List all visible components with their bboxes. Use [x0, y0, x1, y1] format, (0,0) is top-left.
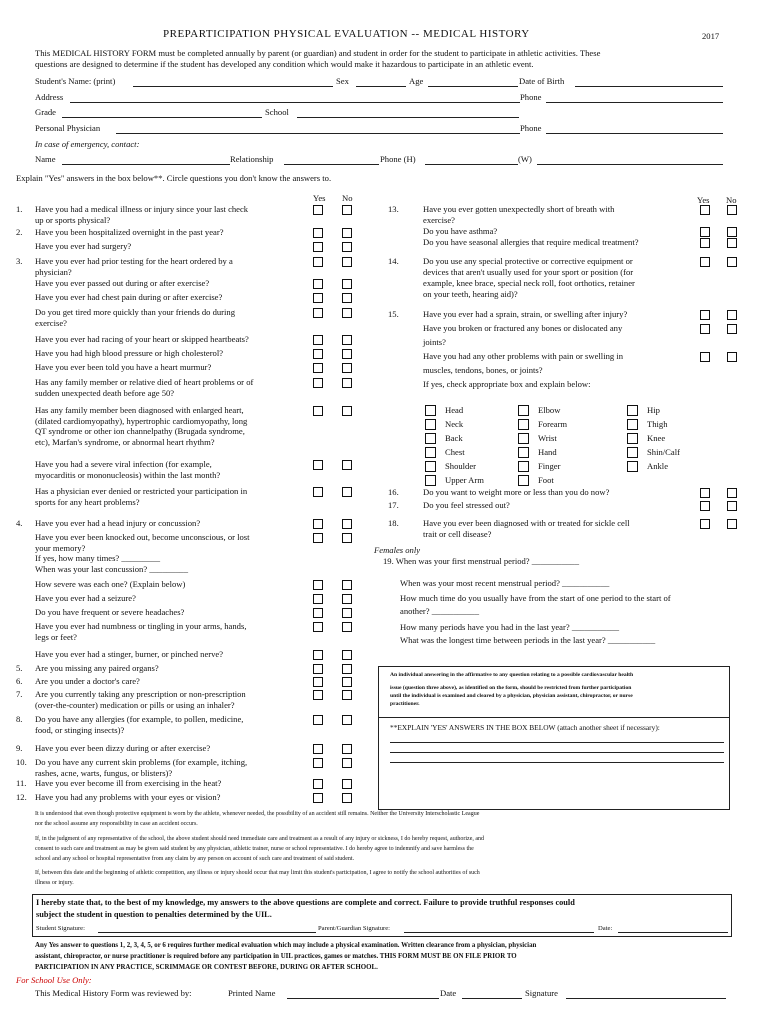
signature-date-line[interactable]	[618, 932, 728, 933]
question-number: 3.	[16, 256, 23, 266]
no-checkbox[interactable]	[342, 758, 352, 768]
yes-checkbox[interactable]	[700, 238, 710, 248]
statement-line-2: subject the student in question to penalties determined by the UIL.	[36, 910, 272, 919]
footer-line-2: assistant, chiropractor, or nurse practitioner is required before any participation in UIL practices, games or matches. THIS FORM MUST BE ON FILE PRIOR TO	[35, 953, 517, 960]
question-number: 17.	[388, 500, 399, 510]
grade-input[interactable]	[62, 117, 262, 118]
student-signature-line[interactable]	[98, 932, 316, 933]
q-recent-period: When was your most recent menstrual period? ___________	[400, 578, 610, 588]
legal-line-4: consent to such care and treatment as may be given said student by any physician, athletic trainer, nurse or school representative. I do hereby agree to indemnify and save harmless the	[35, 846, 474, 852]
body-part-checkbox[interactable]	[425, 433, 436, 444]
no-checkbox[interactable]	[342, 460, 352, 470]
body-part-checkbox[interactable]	[518, 419, 529, 430]
yes-checkbox[interactable]	[313, 744, 323, 754]
question-text: physician?	[35, 266, 72, 277]
no-checkbox[interactable]	[342, 242, 352, 252]
school-input[interactable]	[297, 117, 519, 118]
body-part-checkbox[interactable]	[518, 433, 529, 444]
question-number: 15.	[388, 309, 399, 319]
question-text: Have you broken or fractured any bones or dislocated any	[423, 323, 623, 333]
review-signature-label: Signature	[525, 988, 558, 998]
phone-w-label: (W)	[518, 154, 532, 164]
question-text: trait or cell disease?	[423, 529, 492, 539]
question-text: Have you had any other problems with pain or swelling in	[423, 351, 624, 361]
yes-checkbox[interactable]	[313, 650, 323, 660]
question-number: 5.	[16, 663, 23, 673]
physician-input[interactable]	[116, 133, 520, 134]
emergency-name-input[interactable]	[62, 164, 230, 165]
notice-line-4: practitioner.	[390, 701, 420, 707]
no-header-right: No	[726, 195, 737, 205]
yes-checkbox[interactable]	[313, 690, 323, 700]
legal-line-7: illness or injury.	[35, 880, 74, 886]
yes-checkbox[interactable]	[313, 308, 323, 318]
body-part-checkbox[interactable]	[627, 405, 638, 416]
yes-checkbox[interactable]	[700, 488, 710, 498]
no-checkbox[interactable]	[342, 622, 352, 632]
no-checkbox[interactable]	[342, 406, 352, 416]
no-checkbox[interactable]	[727, 257, 737, 267]
question-text: food, or stinging insects)?	[35, 724, 125, 735]
question-text: Have you ever had chest pain during or after exercise?	[35, 292, 223, 302]
yes-checkbox[interactable]	[313, 378, 323, 388]
age-input[interactable]	[428, 86, 518, 87]
form-year: 2017	[702, 31, 720, 41]
physician-label: Personal Physician	[35, 123, 101, 133]
question-number: 18.	[388, 518, 399, 528]
body-part-label: Wrist	[538, 433, 557, 443]
no-checkbox[interactable]	[342, 779, 352, 789]
body-part-checkbox[interactable]	[425, 475, 436, 486]
yes-checkbox[interactable]	[313, 793, 323, 803]
body-part-label: Hip	[647, 405, 660, 415]
emergency-label: In case of emergency, contact:	[35, 139, 140, 149]
yes-checkbox[interactable]	[313, 779, 323, 789]
question-number: 9.	[16, 743, 23, 753]
question-text: Have you ever passed out during or after exercise?	[35, 278, 210, 288]
question-text: Are you under a doctor's care?	[35, 676, 140, 686]
question-text: If yes, check appropriate box and explain below:	[423, 379, 591, 389]
sex-label: Sex	[336, 76, 349, 86]
body-part-label: Back	[445, 433, 463, 443]
yes-header-right: Yes	[697, 195, 710, 205]
no-checkbox[interactable]	[342, 308, 352, 318]
question-text: When was your last concussion? _________	[35, 563, 188, 574]
question-number: 7.	[16, 689, 23, 699]
body-part-checkbox[interactable]	[627, 461, 638, 472]
question-text: joints?	[423, 337, 446, 347]
student-name-label: Student's Name: (print)	[35, 76, 116, 86]
parent-signature-line[interactable]	[404, 932, 594, 933]
question-text: Do you have asthma?	[423, 226, 498, 236]
q-time-between-2: another? ___________	[400, 606, 479, 616]
body-part-checkbox[interactable]	[425, 405, 436, 416]
question-number: 13.	[388, 204, 399, 214]
yes-checkbox[interactable]	[313, 279, 323, 289]
body-part-label: Hand	[538, 447, 557, 457]
no-checkbox[interactable]	[727, 488, 737, 498]
question-text: (dilated cardiomyopathy), hypertrophic cardiomyopathy, long	[35, 415, 248, 426]
yes-checkbox[interactable]	[313, 293, 323, 303]
question-number: 14.	[388, 256, 399, 266]
no-checkbox[interactable]	[342, 594, 352, 604]
no-checkbox[interactable]	[727, 501, 737, 511]
question-text: (over-the-counter) medication or pills or using an inhaler?	[35, 699, 235, 710]
question-text: Has any family member or relative died of heart problems or of	[35, 377, 254, 387]
question-number: 1.	[16, 204, 23, 214]
question-text: Have you ever had surgery?	[35, 241, 132, 251]
intro-line-2: questions are designed to determine if the student has developed any condition which would make it hazardous to participate in an athletic event.	[35, 59, 534, 69]
question-number: 2.	[16, 227, 23, 237]
body-part-label: Foot	[538, 475, 554, 485]
question-number: 16.	[388, 487, 399, 497]
question-text: devices that aren't usually used for your sport or position (for	[423, 267, 634, 277]
yes-checkbox[interactable]	[700, 501, 710, 511]
body-part-checkbox[interactable]	[425, 419, 436, 430]
body-part-label: Knee	[647, 433, 666, 443]
question-text: Have you had a medical illness or injury since your last check	[35, 204, 249, 214]
question-text: QT syndrome or other ion channelpathy (Brugada syndrome,	[35, 426, 245, 436]
body-part-label: Upper Arm	[445, 475, 484, 485]
body-part-checkbox[interactable]	[518, 447, 529, 458]
yes-checkbox[interactable]	[313, 533, 323, 543]
body-part-label: Ankle	[647, 461, 669, 471]
no-checkbox[interactable]	[342, 533, 352, 543]
yes-checkbox[interactable]	[700, 519, 710, 529]
question-number: 12.	[16, 792, 27, 802]
printed-name-line[interactable]	[287, 998, 439, 999]
yes-header-left: Yes	[313, 193, 326, 203]
yes-checkbox[interactable]	[313, 349, 323, 359]
question-text: Has a physician ever denied or restricted your participation in	[35, 486, 248, 496]
body-part-checkbox[interactable]	[425, 461, 436, 472]
age-label: Age	[409, 76, 424, 86]
yes-checkbox[interactable]	[700, 257, 710, 267]
review-date-label: Date	[440, 988, 457, 998]
no-checkbox[interactable]	[727, 238, 737, 248]
question-text: exercise?	[423, 215, 455, 225]
school-use-label: For School Use Only:	[16, 975, 92, 985]
legal-line-3: If, in the judgment of any representative of the school, the above student should need immediate care and treatment as a result of any injury or sickness, I do hereby request, authorize, and	[35, 836, 485, 842]
no-checkbox[interactable]	[342, 744, 352, 754]
question-text: legs or feet?	[35, 631, 77, 642]
body-part-label: Head	[445, 405, 464, 415]
yes-checkbox[interactable]	[700, 352, 710, 362]
no-checkbox[interactable]	[342, 228, 352, 238]
yes-checkbox[interactable]	[313, 205, 323, 215]
yes-checkbox[interactable]	[313, 228, 323, 238]
body-part-label: Elbow	[538, 405, 561, 415]
legal-line-2: nor the school assume any responsibility in case an accident occurs.	[35, 821, 198, 827]
body-part-checkbox[interactable]	[627, 447, 638, 458]
question-text: Have you ever had a sprain, strain, or swelling after injury?	[423, 309, 628, 319]
no-checkbox[interactable]	[342, 487, 352, 497]
relationship-input[interactable]	[284, 164, 379, 165]
explain-line-1[interactable]	[390, 742, 724, 743]
body-part-checkbox[interactable]	[518, 461, 529, 472]
relationship-label: Relationship	[230, 154, 274, 164]
no-checkbox[interactable]	[342, 690, 352, 700]
question-text: myocarditis or mononucleosis) within the last month?	[35, 469, 221, 480]
question-text: Do you have seasonal allergies that require medical treatment?	[423, 237, 639, 247]
no-checkbox[interactable]	[727, 227, 737, 237]
body-part-label: Neck	[445, 419, 464, 429]
phone-h-input[interactable]	[425, 164, 518, 165]
question-text: Have you ever been dizzy during or after exercise?	[35, 743, 211, 753]
question-text: exercise?	[35, 317, 67, 328]
no-checkbox[interactable]	[727, 324, 737, 334]
question-text: etc), Marfan's syndrome, or abnormal heart rhythm?	[35, 436, 215, 447]
question-text: rashes, acne, warts, fungus, or blisters)?	[35, 767, 173, 778]
explain-label: **EXPLAIN 'YES' ANSWERS IN THE BOX BELOW (attach another sheet if necessary):	[390, 723, 660, 732]
question-number: 4.	[16, 518, 23, 528]
question-text: Do you feel stressed out?	[423, 500, 510, 510]
explain-line-2[interactable]	[390, 752, 724, 753]
phone-input[interactable]	[546, 102, 723, 103]
intro-line-1: This MEDICAL HISTORY FORM must be completed annually by parent (or guardian) and student in order for the student to participate in athletic activities. These	[35, 48, 601, 58]
question-text: Do you have any current skin problems (for example, itching,	[35, 757, 248, 767]
question-text: Do you have frequent or severe headaches?	[35, 607, 185, 617]
address-input[interactable]	[70, 102, 520, 103]
statement-line-1: I hereby state that, to the best of my knowledge, my answers to the above questions are complete and correct. Failure to provide truthful responses could	[36, 898, 575, 907]
yes-checkbox[interactable]	[700, 227, 710, 237]
no-checkbox[interactable]	[342, 677, 352, 687]
question-text: Do you get tired more quickly than your friends do during	[35, 307, 236, 317]
notice-line-1: An individual answering in the affirmative to any question relating to a possible cardiovascular health	[390, 672, 634, 678]
printed-name-label: Printed Name	[228, 988, 276, 998]
physician-phone-input[interactable]	[546, 133, 723, 134]
question-text: Do you want to weight more or less than you do now?	[423, 487, 610, 497]
legal-line-1: It is understood that even though protective equipment is worn by the athlete, whenever needed, the possibility of an accident still remains. Neither the University Interscholastic League	[35, 811, 480, 817]
yes-checkbox[interactable]	[313, 487, 323, 497]
q-longest-between: What was the longest time between periods in the last year? ___________	[400, 635, 656, 645]
grade-label: Grade	[35, 107, 56, 117]
q-how-many-periods: How many periods have you had in the last year? ___________	[400, 622, 620, 632]
no-checkbox[interactable]	[342, 793, 352, 803]
parent-signature-label: Parent/Guardian Signature:	[318, 925, 390, 932]
yes-checkbox[interactable]	[313, 335, 323, 345]
footer-line-3: PARTICIPATION IN ANY PRACTICE, SCRIMMAGE OR CONTEST BEFORE, DURING OR AFTER SCHOOL.	[35, 964, 378, 971]
no-checkbox[interactable]	[342, 650, 352, 660]
question-text: Are you missing any paired organs?	[35, 663, 159, 673]
question-text: How severe was each one? (Explain below)	[35, 579, 186, 589]
notice-line-3: until the individual is examined and cleared by a physician, physician assistant, chiropractor, or nurse	[390, 693, 633, 699]
no-checkbox[interactable]	[727, 352, 737, 362]
yes-checkbox[interactable]	[313, 406, 323, 416]
no-checkbox[interactable]	[342, 293, 352, 303]
q19-first-period: 19. When was your first menstrual period? ___________	[383, 556, 580, 566]
no-checkbox[interactable]	[342, 715, 352, 725]
question-text: Have you ever been told you have a heart murmur?	[35, 362, 212, 372]
explain-line-3[interactable]	[390, 762, 724, 763]
legal-line-5: school and any school or hospital representative from any claim by any person on account of such care and treatment of said student.	[35, 856, 355, 862]
question-text: Have you ever had a stinger, burner, or pinched nerve?	[35, 649, 224, 659]
body-part-label: Chest	[445, 447, 465, 457]
no-checkbox[interactable]	[342, 608, 352, 618]
reviewed-by-label: This Medical History Form was reviewed by:	[35, 988, 192, 998]
question-text: Have you ever had numbness or tingling in your arms, hands,	[35, 621, 247, 631]
no-checkbox[interactable]	[727, 310, 737, 320]
question-text: up or sports physical?	[35, 214, 111, 225]
no-checkbox[interactable]	[342, 349, 352, 359]
notice-line-2: issue (question three above), as identified on the form, should be restricted from further participation	[390, 685, 632, 691]
question-text: Have you had high blood pressure or high cholesterol?	[35, 348, 224, 358]
no-checkbox[interactable]	[727, 519, 737, 529]
question-text: Are you currently taking any prescription or non-prescription	[35, 689, 246, 699]
question-number: 11.	[16, 778, 27, 788]
review-date-line[interactable]	[462, 998, 522, 999]
sex-input[interactable]	[356, 86, 406, 87]
question-text: Do you have any allergies (for example, to pollen, medicine,	[35, 714, 244, 724]
no-checkbox[interactable]	[342, 664, 352, 674]
yes-checkbox[interactable]	[700, 205, 710, 215]
yes-checkbox[interactable]	[313, 622, 323, 632]
yes-checkbox[interactable]	[313, 677, 323, 687]
dob-label: Date of Birth	[519, 76, 565, 86]
yes-checkbox[interactable]	[313, 664, 323, 674]
body-part-label: Forearm	[538, 419, 568, 429]
question-text: Do you use any special protective or corrective equipment or	[423, 256, 633, 266]
no-checkbox[interactable]	[342, 580, 352, 590]
yes-checkbox[interactable]	[313, 594, 323, 604]
question-number: 6.	[16, 676, 23, 686]
dob-input[interactable]	[575, 86, 723, 87]
body-part-checkbox[interactable]	[627, 419, 638, 430]
yes-checkbox[interactable]	[700, 310, 710, 320]
question-text: Have you ever had racing of your heart or skipped heartbeats?	[35, 334, 249, 344]
footer-line-1: Any Yes answer to questions 1, 2, 3, 4, 5, or 6 requires further medical evaluation which may include a physical examination. Written clearance from a physician, physician	[35, 942, 537, 949]
body-part-label: Thigh	[647, 419, 668, 429]
question-text: Have you been hospitalized overnight in the past year?	[35, 227, 224, 237]
no-checkbox[interactable]	[342, 279, 352, 289]
no-checkbox[interactable]	[342, 205, 352, 215]
yes-checkbox[interactable]	[313, 580, 323, 590]
no-checkbox[interactable]	[342, 519, 352, 529]
student-name-input[interactable]	[133, 86, 333, 87]
question-text: on your teeth, hearing aid)?	[423, 289, 518, 299]
no-checkbox[interactable]	[342, 335, 352, 345]
no-header-left: No	[342, 193, 353, 203]
question-text: Have you had a severe viral infection (for example,	[35, 459, 212, 469]
body-part-label: Shin/Calf	[647, 447, 680, 457]
yes-checkbox[interactable]	[313, 519, 323, 529]
question-text: Has any family member been diagnosed with enlarged heart,	[35, 405, 244, 415]
question-text: muscles, tendons, bones, or joints?	[423, 365, 543, 375]
school-label: School	[265, 107, 289, 117]
review-signature-line[interactable]	[566, 998, 726, 999]
legal-line-6: If, between this date and the beginning of athletic competition, any illness or injury should occur that may limit this student's participation, I agree to notify the school authorities of such	[35, 870, 480, 876]
q-time-between: How much time do you usually have from the start of one period to the start of	[400, 593, 671, 603]
question-text: Have you had any problems with your eyes or vision?	[35, 792, 221, 802]
yes-checkbox[interactable]	[313, 715, 323, 725]
signature-date-label: Date:	[598, 925, 613, 932]
no-checkbox[interactable]	[727, 205, 737, 215]
no-checkbox[interactable]	[342, 257, 352, 267]
body-part-checkbox[interactable]	[518, 405, 529, 416]
body-part-checkbox[interactable]	[627, 433, 638, 444]
yes-checkbox[interactable]	[700, 324, 710, 334]
question-number: 10.	[16, 757, 27, 767]
question-text: Have you ever had a head injury or concussion?	[35, 518, 201, 528]
yes-checkbox[interactable]	[313, 363, 323, 373]
instructions: Explain "Yes" answers in the box below**. Circle questions you don't know the answers to.	[16, 173, 332, 183]
physician-phone-label: Phone	[520, 123, 542, 133]
question-text: Have you ever gotten unexpectedly short of breath with	[423, 204, 615, 214]
no-checkbox[interactable]	[342, 378, 352, 388]
question-text: Have you ever been knocked out, become unconscious, or lost	[35, 532, 250, 542]
body-part-checkbox[interactable]	[518, 475, 529, 486]
form-title: PREPARTICIPATION PHYSICAL EVALUATION -- MEDICAL HISTORY	[163, 28, 530, 40]
address-label: Address	[35, 92, 64, 102]
question-text: Have you ever been diagnosed with or treated for sickle cell	[423, 518, 630, 528]
emergency-name-label: Name	[35, 154, 56, 164]
question-text: example, knee brace, special neck roll, foot orthotics, retainer	[423, 278, 635, 288]
phone-w-input[interactable]	[537, 164, 723, 165]
question-text: If yes, how many times? _________	[35, 553, 161, 563]
yes-checkbox[interactable]	[313, 608, 323, 618]
question-text: Have you ever had prior testing for the heart ordered by a	[35, 256, 233, 266]
body-part-label: Shoulder	[445, 461, 477, 471]
body-part-checkbox[interactable]	[425, 447, 436, 458]
females-only-label: Females only	[374, 545, 421, 555]
yes-checkbox[interactable]	[313, 758, 323, 768]
student-signature-label: Student Signature:	[36, 925, 85, 932]
question-text: your memory?	[35, 542, 86, 553]
question-text: Have you ever had a seizure?	[35, 593, 136, 603]
question-text: sports for any heart problems?	[35, 496, 140, 507]
question-text: sudden unexpected death before age 50?	[35, 387, 175, 398]
yes-checkbox[interactable]	[313, 242, 323, 252]
no-checkbox[interactable]	[342, 363, 352, 373]
question-number: 8.	[16, 714, 23, 724]
phone-label: Phone	[520, 92, 542, 102]
question-text: Have you ever become ill from exercising in the heat?	[35, 778, 222, 788]
yes-checkbox[interactable]	[313, 257, 323, 267]
body-part-label: Finger	[538, 461, 561, 471]
phone-h-label: Phone (H)	[380, 154, 416, 164]
yes-checkbox[interactable]	[313, 460, 323, 470]
